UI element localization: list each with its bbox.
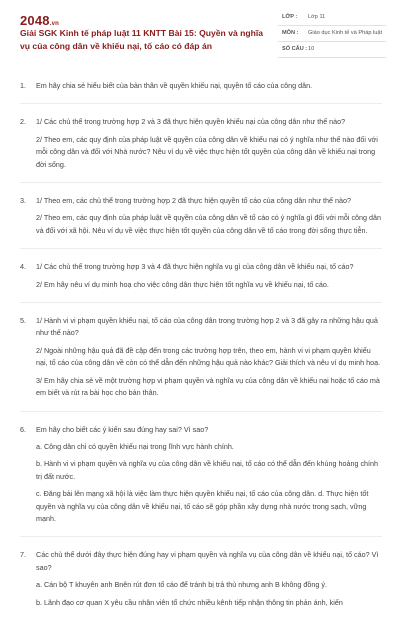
- question-text: 2/ Theo em, các quy định của pháp luật về quyền của công dân về tố cáo có ý nghĩa gì đối với mỗi công dân và đối với xã hội. Nêu ví dụ về việc thực hiện tốt quyền của công dân về tố cáo trong đời sống thực tiễn.: [36, 213, 382, 235]
- question-text: Em hãy chia sẻ hiểu biết của bản thân về quyền khiếu nại, quyền tố cáo của công dân.: [36, 81, 313, 90]
- question-number: 2.: [20, 117, 26, 127]
- logo-main: 2048: [20, 13, 50, 28]
- question-number: 5.: [20, 316, 26, 326]
- question-item: [20, 195, 382, 249]
- question-body: [36, 549, 382, 614]
- meta-value: Giáo dục Kinh tế và Pháp luật: [308, 30, 383, 36]
- question-body: [36, 80, 382, 97]
- question-text: 2/ Em hãy nêu ví dụ minh hoạ cho việc công dân thực hiện tốt nghĩa vụ về khiếu nại, tố cáo.: [36, 279, 329, 289]
- question-text: Em hãy cho biết các ý kiến sau đúng hay sai? Vì sao?: [36, 424, 209, 434]
- question-body: [36, 195, 382, 242]
- meta-value: Lớp 11: [308, 14, 326, 20]
- question-text: c. Đăng bài lên mạng xã hội là việc làm thực hiện quyền khiếu nại, tố cáo của công dân. d. Thực hiện tốt quyền và nghĩa vụ của công dân về khiếu nại, tố cáo sẽ góp phần xây dựng nhà nước trong sạch, vững mạnh.: [36, 489, 369, 523]
- question-item: [20, 80, 382, 104]
- site-logo[interactable]: [20, 13, 59, 28]
- question-text: a. Công dân chỉ có quyền khiếu nại trong lĩnh vực hành chính.: [36, 441, 234, 451]
- question-number: 1.: [20, 81, 26, 90]
- question-list: [20, 80, 382, 632]
- question-text: Các chủ thể dưới đây thực hiện đúng hay vi phạm quyền và nghĩa vụ của công dân về khiếu nại, tố cáo? Vì sao?: [36, 550, 379, 572]
- question-body: [36, 261, 382, 296]
- document-header: [0, 0, 400, 64]
- question-item: [20, 315, 382, 411]
- question-number: 4.: [20, 262, 26, 272]
- meta-row-class: [278, 10, 386, 26]
- question-text: 2/ Theo em, các quy định của pháp luật về quyền của công dân về khiếu nại có ý nghĩa như thế nào đối với mỗi công dân và đối với Nhà nước? Nêu ví dụ về việc thực hiện tốt quyền của công dân về khiếu nại trong đời sống.: [36, 134, 378, 169]
- meta-key: SỐ CÂU :: [282, 46, 308, 52]
- meta-key: LỚP :: [282, 14, 298, 20]
- question-item: [20, 424, 382, 538]
- document-title: Giải SGK Kinh tế pháp luật 11 KNTT Bài 15: Quyền và nghĩa vụ của công dân về khiếu nại, tố cáo có đáp án: [20, 28, 264, 51]
- question-body: [36, 116, 382, 176]
- meta-key: MÔN :: [282, 30, 299, 36]
- meta-row-count: [278, 42, 386, 58]
- question-text: 1/ Các chủ thể trong trường hợp 2 và 3 đã thực hiện quyền khiếu nại của công dân như thế nào?: [36, 117, 346, 127]
- question-text: b. Hành vi vi phạm quyền và nghĩa vụ của công dân về khiếu nại, tố cáo có thể dẫn đến khủng hoảng chính trị đất nước.: [36, 459, 379, 481]
- question-text: b. Lãnh đạo cơ quan X yêu cầu nhân viên tổ chức nhiều kênh tiếp nhận thông tin phản ánh, kiến: [36, 597, 343, 607]
- question-text: 1/ Các chủ thể trong trường hợp 3 và 4 đã thực hiện nghĩa vụ gì của công dân về khiếu nại, tố cáo?: [36, 262, 354, 272]
- question-text: 1/ Hành vi vi phạm quyền khiếu nại, tố cáo của công dân trong trường hợp 2 và 3 đã gây ra những hậu quả như thế nào?: [36, 316, 378, 338]
- meta-value: 10: [308, 46, 315, 52]
- question-body: [36, 315, 382, 404]
- question-body: [36, 424, 382, 531]
- question-text: 2/ Ngoài những hậu quả đã đề cập đến trong các trường hợp trên, theo em, hành vi vi phạm quyền khiếu nại, tố cáo của công dân về còn có thể dẫn đến những hậu quả nào khác? Giải thích và nêu ví dụ minh hoạ.: [36, 345, 381, 368]
- question-number: 3.: [20, 196, 26, 206]
- meta-row-subject: [278, 26, 386, 42]
- question-item: [20, 261, 382, 303]
- question-text: 1/ Theo em, các chủ thể trong trường hợp 2 đã thực hiện quyền tố cáo của công dân như thế nào?: [36, 196, 352, 206]
- question-number: 6.: [20, 424, 26, 434]
- question-number: 7.: [20, 550, 26, 560]
- meta-table: [278, 10, 386, 58]
- logo-suffix: .vn: [49, 21, 60, 27]
- question-item: [20, 116, 382, 183]
- question-item: [20, 549, 382, 620]
- question-text: a. Cán bộ T khuyên anh Bnên rút đơn tố cáo để tránh bị trả thù nhưng anh B không đồng ý.: [36, 580, 327, 590]
- question-text: 3/ Em hãy chia sẻ về một trường hợp vi phạm quyền và nghĩa vụ của công dân về khiếu nại hoặc tố cáo mà em biết và rút ra bài học cho bản thân.: [36, 375, 380, 398]
